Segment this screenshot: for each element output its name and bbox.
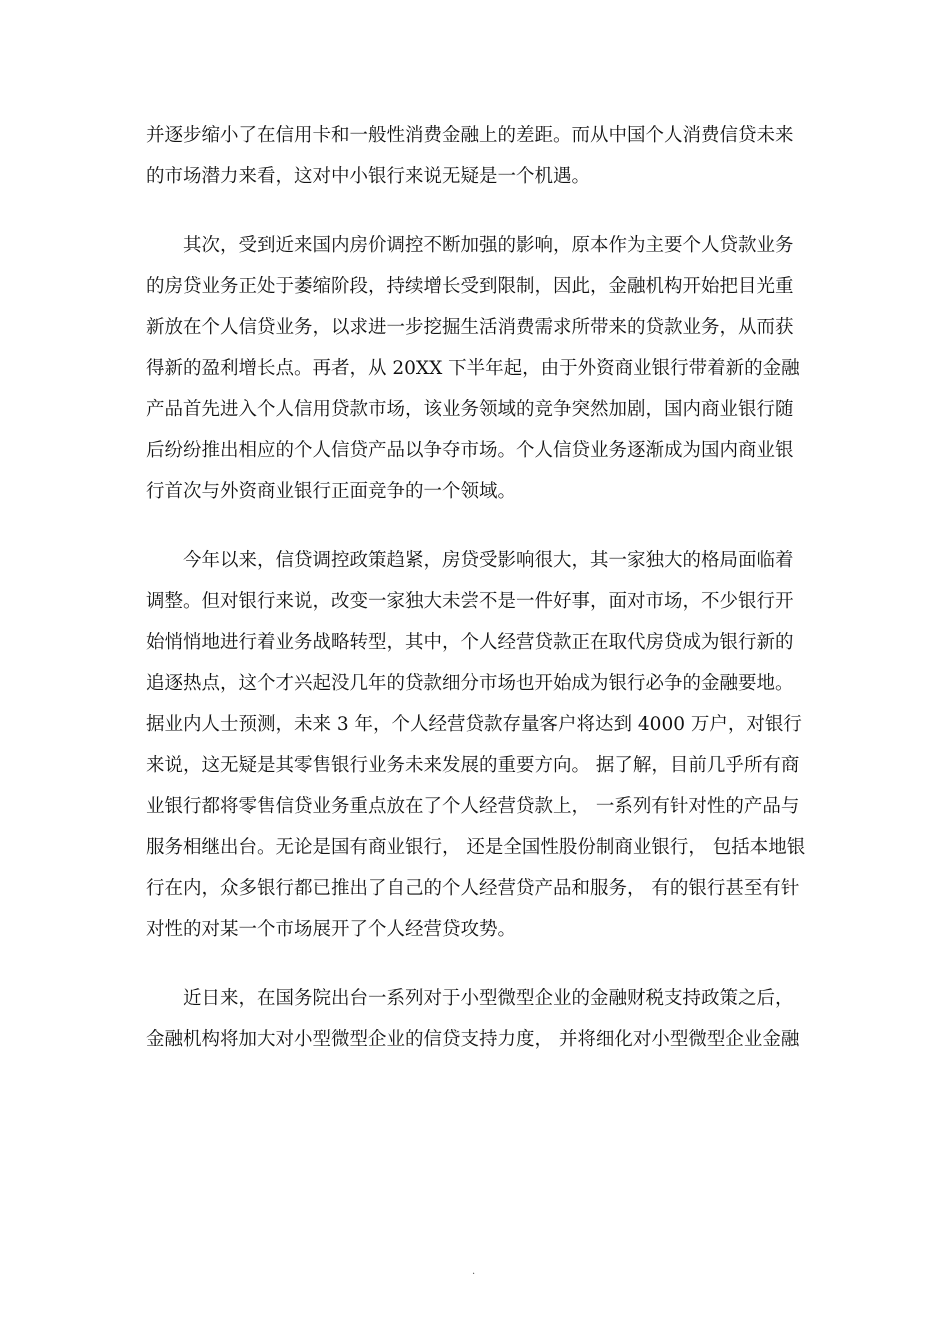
- text-line: 对性的对某一个市场展开了个人经营贷攻势。: [146, 919, 517, 940]
- text-line: 服务相继出台。无论是国有商业银行， 还是全国性股份制商业银行， 包括本地银: [146, 837, 806, 858]
- text-line: 今年以来，信贷调控政策趋紧，房贷受影响很大，其一家独大的格局面临着: [146, 550, 794, 571]
- text-line: 的市场潜力来看，这对中小银行来说无疑是一个机遇。: [146, 166, 591, 187]
- paragraph: [146, 540, 812, 950]
- body-text: [146, 115, 812, 1088]
- text-line: 得新的盈利增长点。再者，从 20XX 下半年起，由于外资商业银行带着新的金融: [146, 358, 800, 379]
- text-line: 来说，这无疑是其零售银行业务未来发展的重要方向。 据了解，目前几乎所有商: [146, 755, 800, 776]
- text-line: 始悄悄地进行着业务战略转型，其中，个人经营贷款正在取代房贷成为银行新的: [146, 632, 794, 653]
- text-line: 产品首先进入个人信用贷款市场，该业务领域的竞争突然加剧，国内商业银行随: [146, 399, 794, 420]
- text-line: 追逐热点，这个才兴起没几年的贷款细分市场也开始成为银行必争的金融要地。: [146, 673, 794, 694]
- paragraph: [146, 978, 812, 1060]
- text-line: 行在内，众多银行都已推出了自己的个人经营贷产品和服务， 有的银行甚至有针: [146, 878, 800, 899]
- text-line: 调整。但对银行来说，改变一家独大未尝不是一件好事，面对市场，不少银行开: [146, 591, 794, 612]
- text-line: 据业内人士预测，未来 3 年，个人经营贷款存量客户将达到 4000 万户，对银行: [146, 714, 802, 735]
- paragraph: [146, 115, 812, 197]
- page-footer-mark: .: [472, 1266, 476, 1277]
- text-line: 行首次与外资商业银行正面竞争的一个领域。: [146, 481, 517, 502]
- text-line: 并逐步缩小了在信用卡和一般性消费金融上的差距。而从中国个人消费信贷未来: [146, 125, 794, 146]
- paragraph: [146, 225, 812, 512]
- text-line: 业银行都将零售信贷业务重点放在了个人经营贷款上， 一系列有针对性的产品与: [146, 796, 800, 817]
- text-line: 的房贷业务正处于萎缩阶段，持续增长受到限制，因此，金融机构开始把目光重: [146, 276, 794, 297]
- text-line: 近日来，在国务院出台一系列对于小型微型企业的金融财税支持政策之后，: [146, 988, 794, 1009]
- text-line: 其次，受到近来国内房价调控不断加强的影响，原本作为主要个人贷款业务: [146, 235, 794, 256]
- text-line: 金融机构将加大对小型微型企业的信贷支持力度， 并将细化对小型微型企业金融: [146, 1029, 800, 1050]
- text-line: 后纷纷推出相应的个人信贷产品以争夺市场。个人信贷业务逐渐成为国内商业银: [146, 440, 794, 461]
- text-line: 新放在个人信贷业务，以求进一步挖掘生活消费需求所带来的贷款业务，从而获: [146, 317, 794, 338]
